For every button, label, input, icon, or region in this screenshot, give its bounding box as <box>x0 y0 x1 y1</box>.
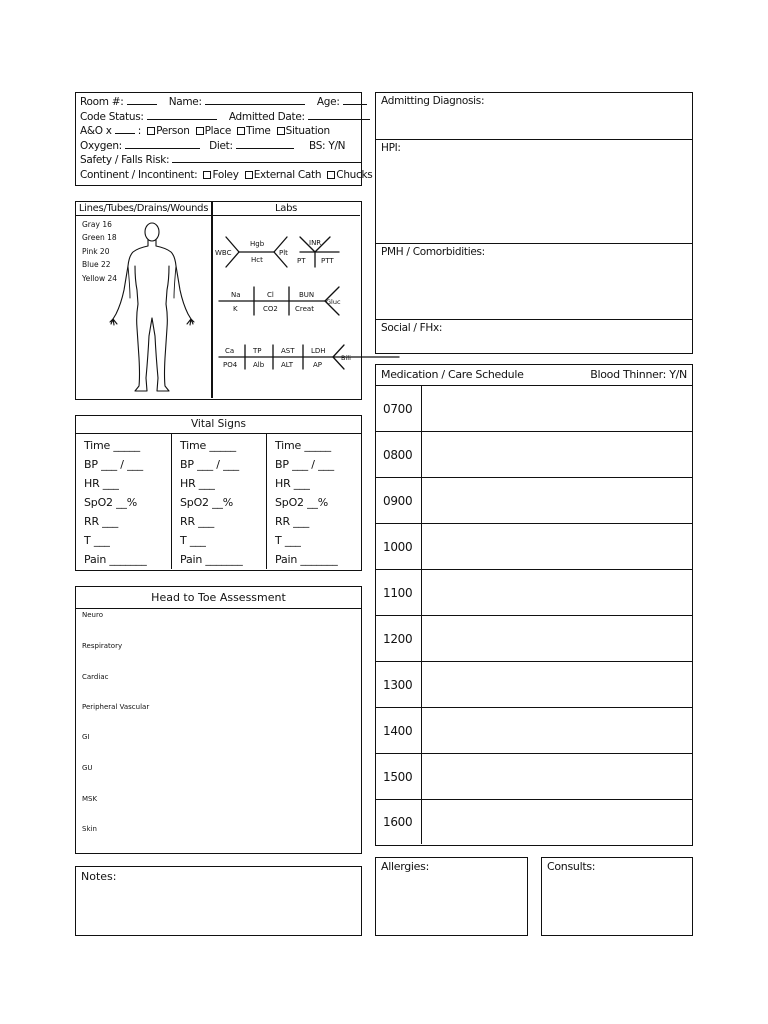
lab-hgb: Hgb <box>250 240 265 248</box>
lab-co2: CO2 <box>263 305 278 313</box>
assessment-neuro: Neuro <box>82 611 103 619</box>
schedule-time: 0800 <box>376 432 422 477</box>
lab-inr: INR <box>309 239 322 247</box>
foley-label: Foley <box>212 168 239 181</box>
body-outline-icon[interactable] <box>102 218 202 396</box>
vital-bp: BP ___ / ___ <box>84 458 143 471</box>
social-section[interactable] <box>376 320 692 353</box>
assessment-gi: GI <box>82 733 90 741</box>
age-label: Age: <box>316 96 340 108</box>
vital-pain: Pain _______ <box>180 553 243 566</box>
safety-field[interactable] <box>172 153 362 163</box>
blood-thinner-label: Blood Thinner: Y/N <box>590 368 687 381</box>
schedule-row[interactable] <box>376 524 692 570</box>
vital-rr: RR ___ <box>84 515 119 528</box>
head-to-toe-box[interactable] <box>75 586 362 854</box>
schedule-time: 1600 <box>376 800 422 844</box>
ao-field[interactable] <box>115 124 135 134</box>
schedule-row[interactable] <box>376 432 692 478</box>
oxygen-row <box>80 139 357 154</box>
place-checkbox[interactable] <box>196 127 204 135</box>
head-to-toe-title: Head to Toe Assessment <box>76 587 361 609</box>
name-field[interactable] <box>205 95 305 105</box>
lab-ca: Ca <box>225 347 235 355</box>
lab-po4: PO4 <box>223 361 238 369</box>
lab-bili: Bili <box>341 354 351 362</box>
gauge-blue: Blue 22 <box>82 260 111 270</box>
external-cath-checkbox[interactable] <box>245 171 253 179</box>
time-label: Time <box>246 125 271 138</box>
schedule-row[interactable] <box>376 616 692 662</box>
vital-pain: Pain _______ <box>84 553 147 566</box>
diet-label: Diet: <box>209 139 233 152</box>
lines-title: Lines/Tubes/Drains/Wounds <box>76 202 212 216</box>
schedule-time: 1400 <box>376 708 422 753</box>
schedule-time: 0900 <box>376 478 422 523</box>
vital-bp: BP ___ / ___ <box>275 458 334 471</box>
labs-title: Labs <box>212 202 360 216</box>
oxygen-label: Oxygen: <box>80 139 122 152</box>
admitted-date-field[interactable] <box>308 110 370 120</box>
lab-na: Na <box>231 291 241 299</box>
vital-signs-box <box>75 415 362 571</box>
code-status-field[interactable] <box>147 110 217 120</box>
vitals-column-2[interactable] <box>172 434 267 569</box>
ao-row: A&O x : Person Place Time Situation <box>80 125 330 138</box>
schedule-time: 0700 <box>376 386 422 431</box>
lab-ap: AP <box>313 361 323 369</box>
room-label: Room #: <box>80 96 124 108</box>
notes-label: Notes: <box>81 870 117 883</box>
lab-tp: TP <box>253 347 262 355</box>
lab-ptt: PTT <box>321 257 334 265</box>
vital-hr: HR ___ <box>180 477 215 490</box>
schedule-time: 1300 <box>376 662 422 707</box>
vital-spo2: SpO2 __% <box>275 496 328 509</box>
schedule-row[interactable] <box>376 708 692 754</box>
gauge-gray: Gray 16 <box>82 220 112 229</box>
admitting-diagnosis-section[interactable] <box>376 93 692 140</box>
assessment-skin: Skin <box>82 825 97 833</box>
lab-alt: ALT <box>281 361 294 369</box>
admitting-diagnosis-label: Admitting Diagnosis: <box>381 95 485 107</box>
admitted-date-label: Admitted Date: <box>228 110 305 123</box>
history-box <box>375 92 693 354</box>
assessment-msk: MSK <box>82 795 98 803</box>
age-field[interactable] <box>343 95 367 105</box>
hpi-label: HPI: <box>381 142 401 154</box>
lab-gluc: Gluc <box>326 298 341 306</box>
room-row <box>80 95 357 110</box>
consults-label: Consults: <box>547 860 596 873</box>
continent-label: Continent / Incontinent: <box>80 168 198 181</box>
person-label: Person <box>156 125 190 138</box>
allergies-label: Allergies: <box>381 860 429 873</box>
lab-creat: Creat <box>295 305 314 313</box>
schedule-row[interactable] <box>376 570 692 616</box>
schedule-row[interactable] <box>376 662 692 708</box>
hpi-section[interactable] <box>376 140 692 244</box>
patient-info-box <box>75 92 373 186</box>
person-checkbox[interactable] <box>147 127 155 135</box>
lab-plt: Plt <box>279 249 288 257</box>
diet-field[interactable] <box>236 139 294 149</box>
schedule-time: 1100 <box>376 570 422 615</box>
schedule-time: 1000 <box>376 524 422 569</box>
ao-label: A&O x <box>80 125 112 138</box>
schedule-time: 1200 <box>376 616 422 661</box>
lab-fishbones <box>213 217 361 397</box>
lab-alb: Alb <box>253 361 265 369</box>
medication-schedule-box <box>375 364 693 846</box>
medication-header <box>376 365 692 386</box>
pmh-section[interactable] <box>376 244 692 320</box>
schedule-time: 1500 <box>376 754 422 799</box>
chucks-checkbox[interactable] <box>327 171 335 179</box>
vital-rr: RR ___ <box>180 515 215 528</box>
vital-hr: HR ___ <box>275 477 310 490</box>
lab-ast: AST <box>281 347 295 355</box>
notes-box[interactable] <box>75 866 362 936</box>
code-status-row <box>80 110 357 125</box>
pmh-label: PMH / Comorbidities: <box>381 246 485 258</box>
vitals-column-1[interactable] <box>76 434 172 569</box>
schedule-row[interactable] <box>376 800 692 844</box>
lab-wbc: WBC <box>215 249 232 257</box>
allergies-box[interactable] <box>375 857 528 936</box>
vital-rr: RR ___ <box>275 515 310 528</box>
schedule-row[interactable] <box>376 386 692 432</box>
social-label: Social / FHx: <box>381 322 443 334</box>
safety-row <box>80 153 357 168</box>
vital-time: Time _____ <box>84 439 140 452</box>
gauge-green: Green 18 <box>82 233 117 243</box>
situation-checkbox[interactable] <box>277 127 285 135</box>
vitals-column-3[interactable] <box>267 434 360 569</box>
lab-pt: PT <box>297 257 306 265</box>
lab-cl: Cl <box>267 291 274 299</box>
vital-time: Time _____ <box>180 439 236 452</box>
continent-row <box>80 168 373 183</box>
lab-k: K <box>233 305 238 313</box>
time-checkbox[interactable] <box>237 127 245 135</box>
vital-temp: T ___ <box>275 534 301 547</box>
vital-signs-title: Vital Signs <box>76 416 361 434</box>
assessment-gu: GU <box>82 764 93 772</box>
gauge-yellow: Yellow 24 <box>82 273 118 283</box>
place-label: Place <box>204 125 232 138</box>
foley-checkbox[interactable] <box>203 171 211 179</box>
schedule-row[interactable] <box>376 478 692 524</box>
external-cath-label: External Cath <box>253 168 322 181</box>
chucks-label: Chucks <box>336 168 373 181</box>
room-field[interactable] <box>127 95 157 105</box>
lines-labs-box <box>75 201 362 400</box>
gauge-pink: Pink 20 <box>82 246 110 256</box>
vital-spo2: SpO2 __% <box>180 496 233 509</box>
assessment-cardiac: Cardiac <box>82 673 109 681</box>
assessment-peripheral-vascular: Peripheral Vascular <box>82 703 150 711</box>
vital-temp: T ___ <box>84 534 110 547</box>
vital-pain: Pain _______ <box>275 553 338 566</box>
name-label: Name: <box>168 96 202 108</box>
assessment-respiratory: Respiratory <box>82 642 123 650</box>
oxygen-field[interactable] <box>125 139 200 149</box>
vital-temp: T ___ <box>180 534 206 547</box>
bs-label: BS: Y/N <box>308 139 346 152</box>
safety-label: Safety / Falls Risk: <box>80 154 170 167</box>
vital-time: Time _____ <box>275 439 331 452</box>
medication-title: Medication / Care Schedule <box>381 368 524 381</box>
lab-hct: Hct <box>251 256 263 264</box>
vital-spo2: SpO2 __% <box>84 496 137 509</box>
schedule-row[interactable] <box>376 754 692 800</box>
consults-box[interactable] <box>541 857 693 936</box>
vital-bp: BP ___ / ___ <box>180 458 239 471</box>
lab-ldh: LDH <box>311 347 326 355</box>
vital-hr: HR ___ <box>84 477 119 490</box>
code-status-label: Code Status: <box>80 110 144 123</box>
situation-label: Situation <box>285 125 330 138</box>
lab-bun: BUN <box>299 291 315 299</box>
